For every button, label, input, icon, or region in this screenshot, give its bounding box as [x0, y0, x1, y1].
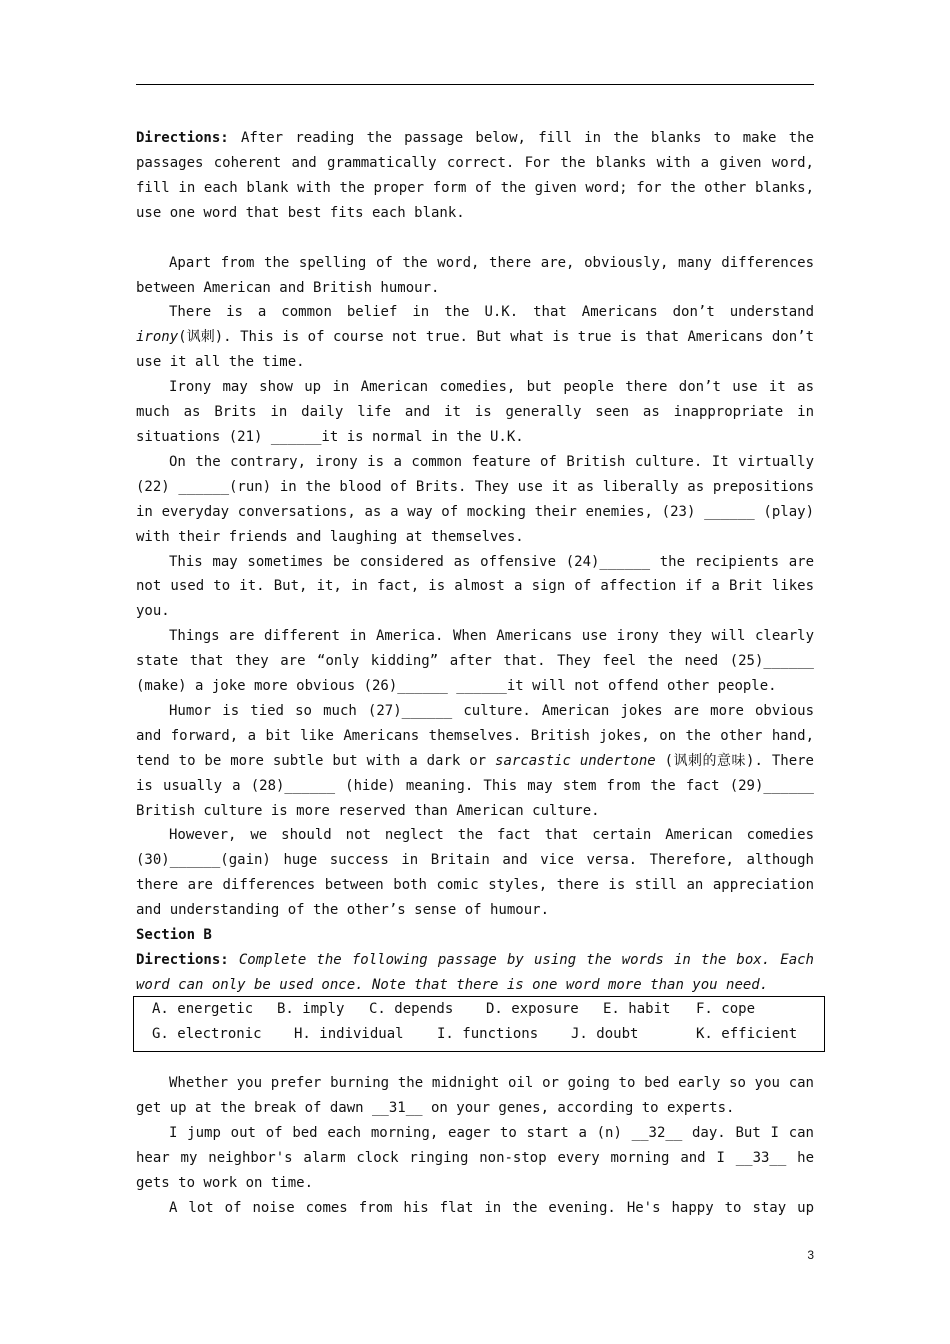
- paragraph-2-text-b: (讽刺). This is of course not true. But what is true is that Americans don’t use it all the time.: [136, 329, 814, 371]
- section-b-directions: [136, 948, 814, 998]
- word-option: K. efficient: [696, 1026, 798, 1042]
- section-b-passage: [136, 1071, 814, 1220]
- word-option: F. cope: [696, 1001, 756, 1017]
- sarcastic-undertone-term: sarcastic undertone: [495, 752, 656, 769]
- paragraph-2-text-a: There is a common belief in the U.K. that Americans don’t understand: [169, 304, 814, 321]
- section-b-heading: [136, 923, 814, 948]
- word-box: [133, 996, 825, 1052]
- word-option: C. depends: [369, 1001, 454, 1017]
- word-option: D. exposure: [486, 1001, 579, 1017]
- section-a-directions: [136, 126, 814, 226]
- section-b-directions-label: Directions:: [136, 952, 229, 968]
- paragraph-5: This may sometimes be considered as offensive (24)______ the recipients are not used to it. But, it, in fact, is almost a sign of affection if a Brit likes you.: [136, 553, 814, 620]
- section-b-paragraph-1: Whether you prefer burning the midnight oil or going to bed early so you can get up at the break of dawn __31__ on your genes, according to experts.: [136, 1075, 814, 1116]
- paragraph-7-text-b: (讽刺的意味). There is usually a (28)______ (hide) meaning. This may stem from the fact (29)______ British culture is more reserved than American culture.: [136, 752, 814, 819]
- word-option: E. habit: [603, 1001, 671, 1017]
- section-b-directions-text: Complete the following passage by using the words in the box. Each word can only be used once. Note that there is one word more than you need.: [136, 952, 814, 993]
- directions-text: After reading the passage below, fill in the blanks to make the passages coherent and grammatically correct. For the blanks with a given word, fill in each blank with the proper form of the given word; for the other blanks, use one word that best fits each blank.: [136, 130, 814, 221]
- irony-term: irony: [136, 329, 179, 346]
- word-option: I. functions: [437, 1026, 539, 1042]
- word-option: B. imply: [277, 1001, 345, 1017]
- paragraph-3: Irony may show up in American comedies, but people there don’t use it as much as Brits in daily life and it is generally seen as inappropriate in situations (21) ______it is normal in the U.K.: [136, 379, 814, 445]
- word-option: J. doubt: [571, 1026, 639, 1042]
- word-option: A. energetic: [152, 1001, 254, 1017]
- paragraph-2: [136, 300, 814, 375]
- word-option: H. individual: [294, 1026, 404, 1042]
- paragraph-6: Things are different in America. When Americans use irony they will clearly state that they are “only kidding” after that. They feel the need (25)______ (make) a joke more obvious (26)______ ______it will not offend other people.: [136, 628, 814, 695]
- page-number: 3: [807, 1248, 814, 1262]
- section-b-title: Section B: [136, 927, 212, 944]
- word-option: G. electronic: [152, 1026, 262, 1042]
- paragraph-1: Apart from the spelling of the word, there are, obviously, many differences between American and British humour.: [136, 254, 814, 296]
- section-a: [136, 126, 814, 998]
- paragraph-8: However, we should not neglect the fact that certain American comedies (30)______(gain) huge success in Britain and vice versa. Therefore, although there are differences between both comic styles, there is still an appreciation and understanding of the other’s sense of humour.: [136, 827, 814, 919]
- header-rule: [136, 84, 814, 85]
- paragraph-7-text-a: Humor is tied so much (27)______ culture. American jokes are more obvious and forward, a bit like Americans themselves. British jokes, on the other hand, tend to be more subtle but with a dark or: [136, 702, 814, 769]
- paragraph-7: [136, 699, 814, 824]
- section-b-paragraph-3: A lot of noise comes from his flat in the evening. He's happy to stay up: [169, 1199, 814, 1216]
- section-b-paragraph-2: I jump out of bed each morning, eager to start a (n) __32__ day. But I can hear my neighbor's alarm clock ringing non-stop every morning and I __33__ he gets to work on time.: [136, 1124, 814, 1191]
- paragraph-4: On the contrary, irony is a common feature of British culture. It virtually (22) ______(run) in the blood of Brits. They use it as liberally as prepositions in everyday conversations, as a way of mocking their enemies, (23) ______ (play) with their friends and laughing at themselves.: [136, 453, 814, 545]
- directions-label: Directions:: [136, 130, 229, 146]
